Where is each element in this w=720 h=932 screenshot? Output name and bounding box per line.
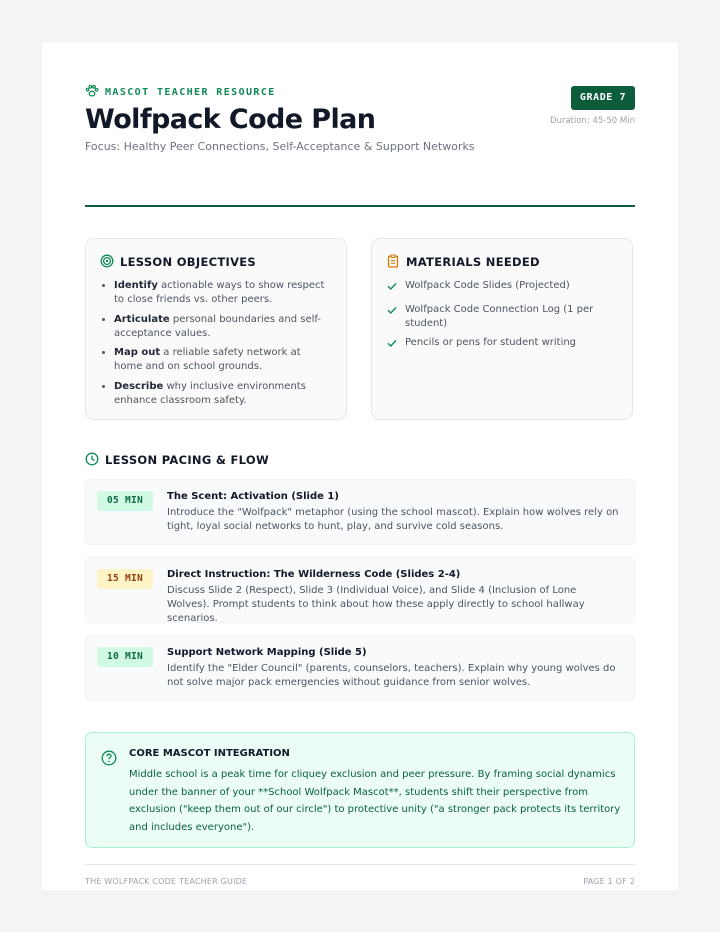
footer-divider (85, 864, 635, 865)
pacing-heading (85, 451, 269, 469)
step-title: The Scent: Activation (Slide 1) (167, 491, 339, 502)
duration-label: Duration: 45-50 Min (550, 116, 635, 126)
check-icon (386, 337, 398, 354)
pacing-step (85, 635, 635, 701)
list-item: Wolfpack Code Connection Log (1 per student) (386, 303, 618, 331)
list-item: • Identify actionable ways to show respect to close friends vs. other peers. (114, 279, 332, 307)
list-item: • Describe why inclusive environments enhance classroom safety. (114, 380, 332, 408)
materials-card (371, 238, 633, 420)
focus-subtitle: Focus: Healthy Peer Connections, Self-Acceptance & Support Networks (85, 140, 475, 153)
pacing-step (85, 479, 635, 545)
check-icon (386, 304, 398, 331)
question-circle-icon (101, 750, 117, 770)
mascot-integration-callout (85, 732, 635, 848)
grade-badge: GRADE 7 (571, 86, 635, 110)
clock-icon (85, 451, 99, 470)
materials-list (386, 279, 618, 354)
step-title: Support Network Mapping (Slide 5) (167, 647, 367, 658)
callout-title: CORE MASCOT INTEGRATION (129, 748, 290, 759)
list-item: • Map out a reliable safety network at home and on school grounds. (114, 346, 332, 374)
lesson-plan-page (42, 42, 678, 890)
target-icon (100, 253, 114, 272)
step-description: Identify the "Elder Council" (parents, counselors, teachers). Explain why young wolves do not solve major pack emergencies without guidance from senior wolves. (167, 663, 616, 688)
time-pill: 05 MIN (97, 491, 153, 511)
callout-body: Middle school is a peak time for cliquey exclusion and peer pressure. By framing social dynamics under the banner of your **School Wolfpack Mascot**, students shift their perspective from exclusion ("keep them out of our circle") to protective unity ("a stronger pack protects its territory and includes everyone"). (129, 769, 621, 833)
page-content (85, 84, 635, 886)
step-title: Direct Instruction: The Wilderness Code (Slides 2-4) (167, 569, 461, 580)
eyebrow (85, 84, 635, 100)
step-description: Discuss Slide 2 (Respect), Slide 3 (Individual Voice), and Slide 4 (Inclusion of Lone Wolves). Prompt students to think about how these apply directly to school hallway scenarios. (167, 585, 585, 624)
objectives-list (100, 279, 332, 408)
pacing-step (85, 557, 635, 623)
header-divider (85, 205, 635, 207)
list-item: Pencils or pens for student writing (386, 336, 618, 354)
pacing-title: LESSON PACING & FLOW (105, 453, 269, 467)
list-item: • Articulate personal boundaries and self-acceptance values. (114, 313, 332, 341)
step-description: Introduce the "Wolfpack" metaphor (using the school mascot). Explain how wolves rely on tight, loyal social networks to hunt, play, and survive cold seasons. (167, 507, 619, 532)
time-pill: 15 MIN (97, 569, 153, 589)
page-number: PAGE 1 OF 2 (583, 877, 635, 886)
footer-guide-title: THE WOLFPACK CODE TEACHER GUIDE (85, 877, 248, 886)
objectives-title: LESSON OBJECTIVES (120, 255, 257, 269)
materials-title: MATERIALS NEEDED (406, 255, 540, 269)
eyebrow-label: MASCOT TEACHER RESOURCE (105, 86, 276, 98)
clipboard-icon (386, 253, 400, 272)
time-pill: 10 MIN (97, 647, 153, 667)
page-title: Wolfpack Code Plan (85, 104, 376, 135)
objectives-card (85, 238, 347, 420)
check-icon (386, 280, 398, 297)
list-item: Wolfpack Code Slides (Projected) (386, 279, 618, 297)
paw-icon (85, 83, 99, 102)
